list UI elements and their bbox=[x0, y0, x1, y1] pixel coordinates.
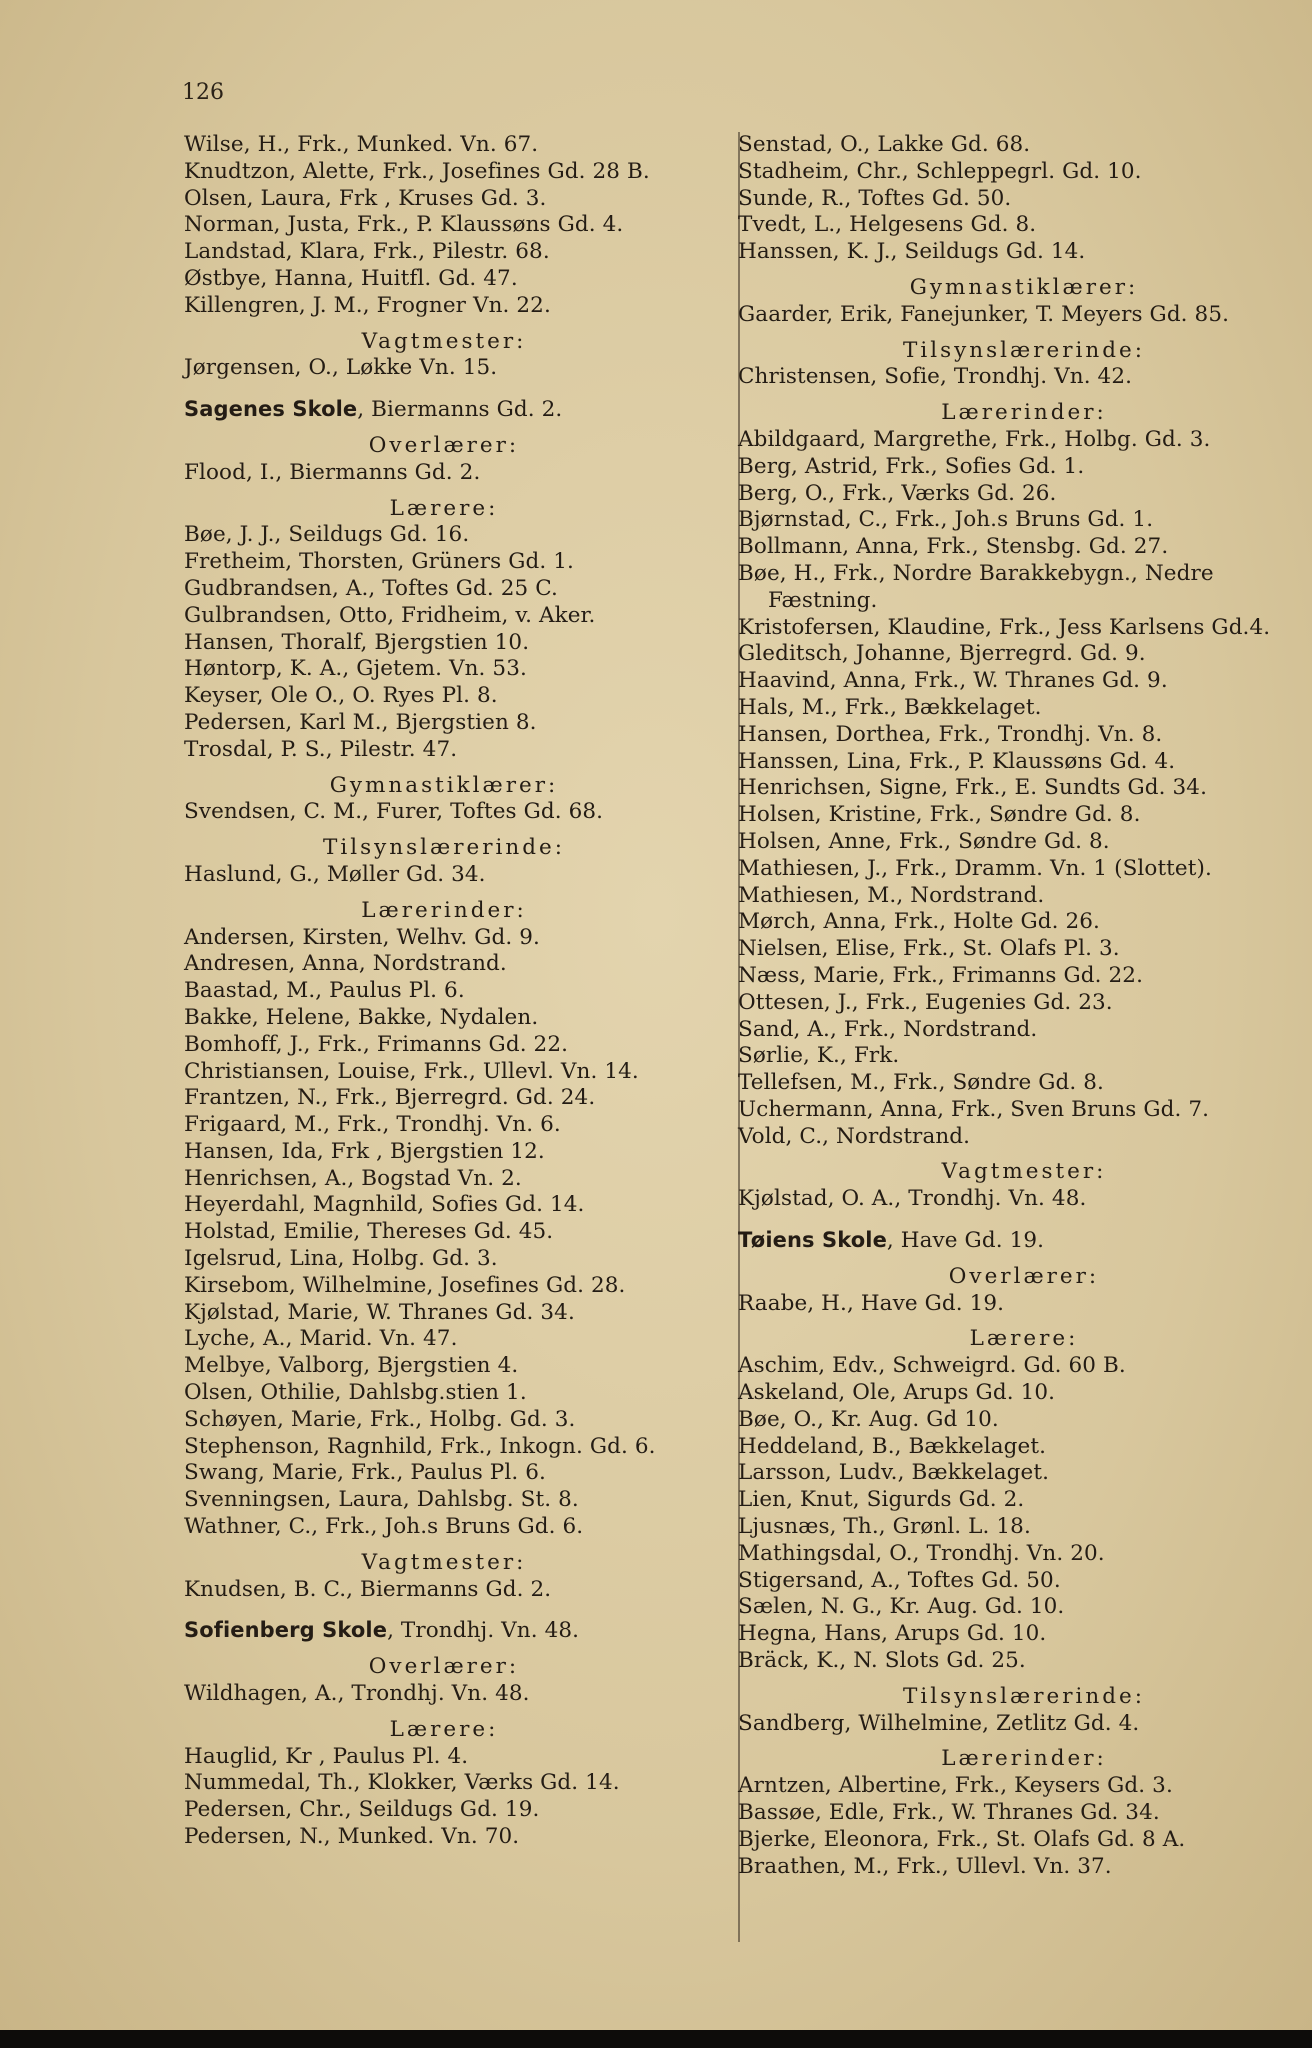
directory-entry: Bassøe, Edle, Frk., W. Thranes Gd. 34. bbox=[738, 1800, 1160, 1826]
school-address: , Biermanns Gd. 2. bbox=[357, 397, 563, 423]
directory-entry: Tellefsen, M., Frk., Søndre Gd. 8. bbox=[738, 1070, 1104, 1096]
section-heading: Gymnastiklærer: bbox=[329, 772, 559, 798]
directory-entry: Gaarder, Erik, Fanejunker, T. Meyers Gd. 85. bbox=[738, 301, 1230, 327]
directory-entry: Wildhagen, A., Trondhj. Vn. 48. bbox=[184, 1681, 530, 1707]
page-number: 126 bbox=[182, 80, 224, 105]
directory-entry: Svendsen, C. M., Furer, Toftes Gd. 68. bbox=[184, 799, 604, 825]
directory-entry: Hanssen, Lina, Frk., P. Klaussøns Gd. 4. bbox=[738, 748, 1176, 774]
directory-entry: Lien, Knut, Sigurds Gd. 2. bbox=[738, 1487, 1025, 1513]
directory-entry: Knudtzon, Alette, Frk., Josefines Gd. 28 B. bbox=[184, 158, 650, 184]
directory-entry: Holstad, Emilie, Thereses Gd. 45. bbox=[184, 1219, 554, 1245]
directory-entry: Bjerke, Eleonora, Frk., St. Olafs Gd. 8 A. bbox=[738, 1826, 1186, 1852]
school-address: , Trondhj. Vn. 48. bbox=[387, 1618, 580, 1644]
directory-entry: Kjølstad, O. A., Trondhj. Vn. 48. bbox=[738, 1186, 1087, 1212]
directory-entry: Sandberg, Wilhelmine, Zetlitz Gd. 4. bbox=[738, 1710, 1140, 1736]
directory-entry: Trosdal, P. S., Pilestr. 47. bbox=[184, 736, 458, 762]
directory-entry: Stadheim, Chr., Schleppegrl. Gd. 10. bbox=[738, 158, 1142, 184]
directory-entry: Sælen, N. G., Kr. Aug. Gd. 10. bbox=[738, 1594, 1065, 1620]
directory-entry: Melbye, Valborg, Bjergstien 4. bbox=[184, 1353, 519, 1379]
section-heading: Lærere: bbox=[969, 1326, 1079, 1352]
directory-entry: Pedersen, Chr., Seildugs Gd. 19. bbox=[184, 1797, 540, 1823]
directory-entry: Østbye, Hanna, Huitfl. Gd. 47. bbox=[184, 265, 518, 291]
section-heading: Lærerinder: bbox=[941, 400, 1107, 426]
directory-entry: Bräck, K., N. Slots Gd. 25. bbox=[738, 1648, 1026, 1674]
directory-entry: Christiansen, Louise, Frk., Ullevl. Vn. 14. bbox=[184, 1058, 639, 1084]
directory-entry: Knudsen, B. C., Biermanns Gd. 2. bbox=[184, 1576, 552, 1602]
directory-entry: Bakke, Helene, Bakke, Nydalen. bbox=[184, 1004, 539, 1030]
school-heading bbox=[184, 396, 704, 424]
directory-entry: Holsen, Kristine, Frk., Søndre Gd. 8. bbox=[738, 802, 1141, 828]
directory-entry: Berg, Astrid, Frk., Sofies Gd. 1. bbox=[738, 453, 1085, 479]
directory-entry: Kristofersen, Klaudine, Frk., Jess Karlsens Gd.4. bbox=[738, 614, 1271, 640]
school-heading bbox=[738, 1227, 1310, 1255]
directory-entry: Haavind, Anna, Frk., W. Thranes Gd. 9. bbox=[738, 668, 1168, 694]
directory-entry: Sørlie, K., Frk. bbox=[738, 1043, 900, 1069]
directory-entry: Hansen, Ida, Frk , Bjergstien 12. bbox=[184, 1138, 545, 1164]
directory-entry: Wathner, C., Frk., Joh.s Bruns Gd. 6. bbox=[184, 1514, 584, 1540]
directory-entry: Olsen, Othilie, Dahlsbg.stien 1. bbox=[184, 1380, 527, 1406]
directory-entry: Henrichsen, A., Bogstad Vn. 2. bbox=[184, 1165, 522, 1191]
section-heading: Tilsynslærerinde: bbox=[323, 835, 565, 861]
directory-entry: Tvedt, L., Helgesens Gd. 8. bbox=[738, 212, 1037, 238]
directory-entry: Bøe, J. J., Seildugs Gd. 16. bbox=[184, 522, 470, 548]
directory-entry: Uchermann, Anna, Frk., Sven Bruns Gd. 7. bbox=[738, 1096, 1210, 1122]
directory-entry: Fretheim, Thorsten, Grüners Gd. 1. bbox=[184, 549, 574, 575]
directory-entry: Berg, O., Frk., Værks Gd. 26. bbox=[738, 480, 1057, 506]
directory-entry: Arntzen, Albertine, Frk., Keysers Gd. 3. bbox=[738, 1773, 1173, 1799]
directory-entry: Nielsen, Elise, Frk., St. Olafs Pl. 3. bbox=[738, 936, 1120, 962]
directory-entry: Mathingsdal, O., Trondhj. Vn. 20. bbox=[738, 1540, 1105, 1566]
directory-entry: Andersen, Kirsten, Welhv. Gd. 9. bbox=[184, 924, 540, 950]
directory-entry: Raabe, H., Have Gd. 19. bbox=[738, 1290, 1005, 1316]
directory-entry: Landstad, Klara, Frk., Pilestr. 68. bbox=[184, 239, 550, 265]
section-heading: Lærerinder: bbox=[361, 897, 527, 923]
directory-entry: Schøyen, Marie, Frk., Holbg. Gd. 3. bbox=[184, 1406, 576, 1432]
section-heading: Vagtmester: bbox=[941, 1159, 1107, 1185]
directory-entry: Killengren, J. M., Frogner Vn. 22. bbox=[184, 292, 551, 318]
directory-entry: Hanssen, K. J., Seildugs Gd. 14. bbox=[738, 239, 1086, 265]
directory-entry: Aschim, Edv., Schweigrd. Gd. 60 B. bbox=[738, 1353, 1126, 1379]
directory-entry: Stephenson, Ragnhild, Frk., Inkogn. Gd. 6. bbox=[184, 1433, 656, 1459]
directory-entry: Vold, C., Nordstrand. bbox=[738, 1123, 971, 1149]
directory-entry: Wilse, H., Frk., Munked. Vn. 67. bbox=[184, 132, 539, 157]
directory-entry: Bomhoff, J., Frk., Frimanns Gd. 22. bbox=[184, 1031, 569, 1057]
directory-entry: Mathiesen, J., Frk., Dramm. Vn. 1 (Slottet). bbox=[738, 855, 1212, 881]
directory-entry: Norman, Justa, Frk., P. Klaussøns Gd. 4. bbox=[184, 212, 624, 238]
directory-entry: Larsson, Ludv., Bækkelaget. bbox=[738, 1460, 1050, 1486]
directory-entry: Heddeland, B., Bækkelaget. bbox=[738, 1433, 1047, 1459]
directory-entry: Gudbrandsen, A., Toftes Gd. 25 C. bbox=[184, 575, 558, 601]
directory-entry: Heyerdahl, Magnhild, Sofies Gd. 14. bbox=[184, 1192, 585, 1218]
directory-entry: Haslund, G., Møller Gd. 34. bbox=[184, 861, 486, 887]
directory-entry: Hansen, Thoralf, Bjergstien 10. bbox=[184, 629, 530, 655]
section-heading: Overlærer: bbox=[368, 1654, 520, 1680]
directory-entry: Pedersen, Karl M., Bjergstien 8. bbox=[184, 709, 537, 735]
section-heading: Tilsynslærerinde: bbox=[903, 1683, 1145, 1709]
directory-entry: Braathen, M., Frk., Ullevl. Vn. 37. bbox=[738, 1853, 1112, 1879]
directory-entry: Bjørnstad, C., Frk., Joh.s Bruns Gd. 1. bbox=[738, 507, 1154, 533]
directory-entry: Bøe, H., Frk., Nordre Barakkebygn., Nedre bbox=[738, 560, 1214, 586]
section-heading: Lærere: bbox=[389, 1716, 499, 1742]
directory-entry: Sunde, R., Toftes Gd. 50. bbox=[738, 185, 1012, 211]
school-name: Sofienberg Skole bbox=[184, 1618, 388, 1643]
directory-entry: Mathiesen, M., Nordstrand. bbox=[738, 882, 1045, 908]
directory-entry: Næss, Marie, Frk., Frimanns Gd. 22. bbox=[738, 962, 1143, 988]
directory-entry: Christensen, Sofie, Trondhj. Vn. 42. bbox=[738, 364, 1133, 390]
directory-entry: Hauglid, Kr , Paulus Pl. 4. bbox=[184, 1743, 469, 1769]
directory-entry: Mørch, Anna, Frk., Holte Gd. 26. bbox=[738, 909, 1100, 935]
section-heading: Lærere: bbox=[389, 495, 499, 521]
directory-entry: Igelsrud, Lina, Holbg. Gd. 3. bbox=[184, 1246, 498, 1272]
directory-entry: Ljusnæs, Th., Grønl. L. 18. bbox=[738, 1514, 1031, 1540]
directory-entry: Henrichsen, Signe, Frk., E. Sundts Gd. 34. bbox=[738, 775, 1208, 801]
school-heading bbox=[184, 1617, 704, 1645]
directory-entry: Stigersand, A., Toftes Gd. 50. bbox=[738, 1567, 1061, 1593]
directory-entry: Pedersen, N., Munked. Vn. 70. bbox=[184, 1824, 520, 1850]
school-address: , Have Gd. 19. bbox=[886, 1228, 1045, 1254]
directory-entry: Lyche, A., Marid. Vn. 47. bbox=[184, 1326, 458, 1352]
section-heading: Overlærer: bbox=[368, 432, 520, 458]
directory-entry: Høntorp, K. A., Gjetem. Vn. 53. bbox=[184, 656, 527, 682]
directory-entry: Frigaard, M., Frk., Trondhj. Vn. 6. bbox=[184, 1112, 561, 1138]
directory-entry: Flood, I., Biermanns Gd. 2. bbox=[184, 459, 481, 485]
right-column bbox=[738, 132, 1310, 1880]
directory-entry: Jørgensen, O., Løkke Vn. 15. bbox=[184, 355, 498, 381]
section-heading: Vagtmester: bbox=[361, 1549, 527, 1575]
directory-entry: Hansen, Dorthea, Frk., Trondhj. Vn. 8. bbox=[738, 721, 1163, 747]
directory-entry: Bollmann, Anna, Frk., Stensbg. Gd. 27. bbox=[738, 534, 1169, 560]
directory-entry: Frantzen, N., Frk., Bjerregrd. Gd. 24. bbox=[184, 1085, 596, 1111]
directory-entry: Baastad, M., Paulus Pl. 6. bbox=[184, 978, 465, 1004]
directory-entry: Keyser, Ole O., O. Ryes Pl. 8. bbox=[184, 683, 498, 709]
school-name: Tøiens Skole bbox=[738, 1228, 887, 1253]
directory-entry: Olsen, Laura, Frk , Kruses Gd. 3. bbox=[184, 185, 547, 211]
directory-entry: Svenningsen, Laura, Dahlsbg. St. 8. bbox=[184, 1487, 579, 1513]
directory-entry: Andresen, Anna, Nordstrand. bbox=[184, 951, 507, 977]
directory-entry: Senstad, O., Lakke Gd. 68. bbox=[738, 132, 1031, 157]
directory-entry: Ottesen, J., Frk., Eugenies Gd. 23. bbox=[738, 989, 1113, 1015]
section-heading: Tilsynslærerinde: bbox=[903, 337, 1145, 363]
section-heading: Lærerinder: bbox=[941, 1746, 1107, 1772]
directory-entry: Kjølstad, Marie, W. Thranes Gd. 34. bbox=[184, 1299, 575, 1325]
directory-entry: Bøe, O., Kr. Aug. Gd 10. bbox=[738, 1406, 999, 1432]
section-heading: Overlærer: bbox=[948, 1263, 1100, 1289]
directory-entry: Gleditsch, Johanne, Bjerregrd. Gd. 9. bbox=[738, 641, 1146, 667]
section-heading: Gymnastiklærer: bbox=[909, 274, 1139, 300]
directory-entry: Askeland, Ole, Arups Gd. 10. bbox=[738, 1380, 1056, 1406]
directory-entry: Hals, M., Frk., Bækkelaget. bbox=[738, 694, 1042, 720]
section-heading: Vagtmester: bbox=[361, 328, 527, 354]
left-column bbox=[184, 132, 704, 1851]
directory-entry: Abildgaard, Margrethe, Frk., Holbg. Gd. 3. bbox=[738, 426, 1211, 452]
directory-entry: Holsen, Anne, Frk., Søndre Gd. 8. bbox=[738, 828, 1110, 854]
directory-entry: Nummedal, Th., Klokker, Værks Gd. 14. bbox=[184, 1770, 620, 1796]
directory-entry: Hegna, Hans, Arups Gd. 10. bbox=[738, 1621, 1047, 1647]
school-name: Sagenes Skole bbox=[184, 397, 358, 422]
directory-entry: Gulbrandsen, Otto, Fridheim, v. Aker. bbox=[184, 602, 596, 628]
directory-entry: Swang, Marie, Frk., Paulus Pl. 6. bbox=[184, 1460, 546, 1486]
directory-entry: Sand, A., Frk., Nordstrand. bbox=[738, 1016, 1038, 1042]
directory-entry-continuation: Fæstning. bbox=[768, 587, 878, 613]
directory-entry: Kirsebom, Wilhelmine, Josefines Gd. 28. bbox=[184, 1272, 626, 1298]
